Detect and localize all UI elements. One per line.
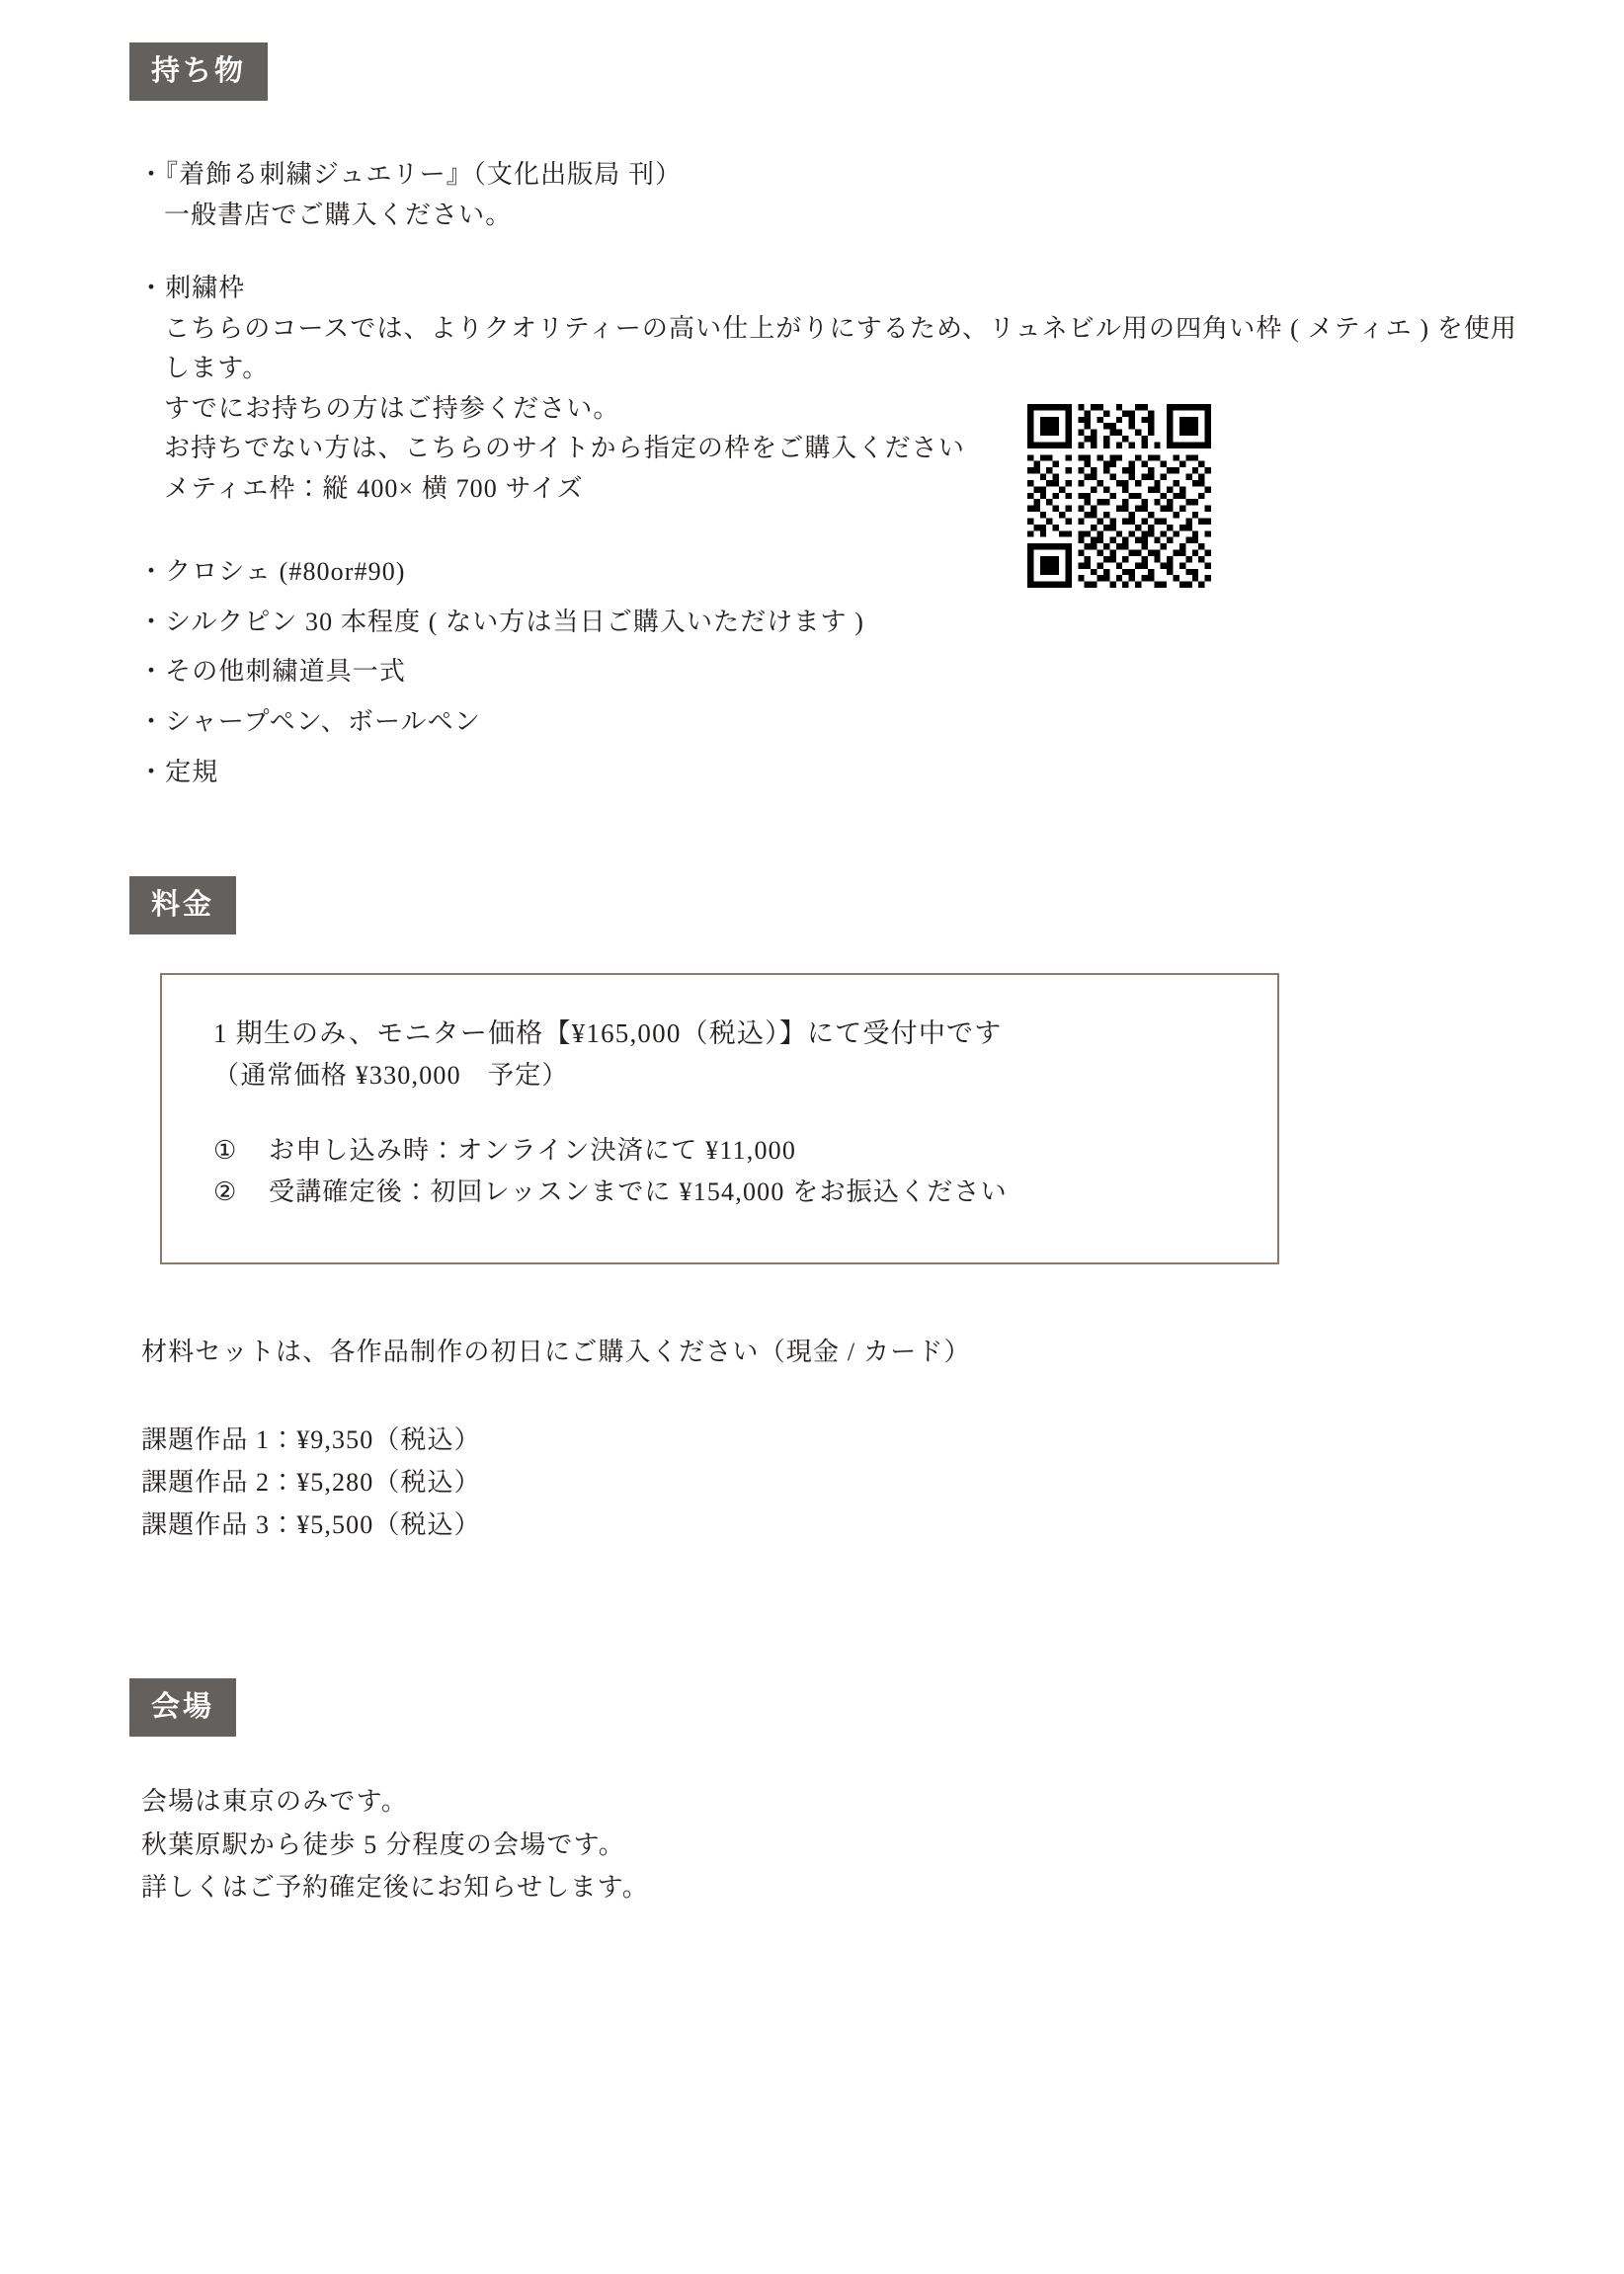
spacer: [138, 235, 1541, 269]
belongings-item-frame-note3: お持ちでない方は、こちらのサイトから指定の枠をご購入ください: [164, 434, 965, 463]
belongings-tool-other: ・その他刺繍道具一式: [138, 657, 407, 687]
fee-work-2: 課題作品 2：¥5,280（税込）: [141, 1467, 481, 1497]
fee-step-2: [213, 1172, 1234, 1213]
qr-code-icon[interactable]: [1027, 404, 1211, 588]
belongings-item-frame-note1: こちらのコースでは、よりクオリティーの高い仕上がりにするため、リュネビル用の四角い枠 ( メティエ ) を使用します。: [164, 313, 1518, 383]
fee-steps: [213, 1130, 1234, 1213]
belongings-item-frame-size: メティエ枠：縦 400× 横 700 サイズ: [164, 473, 584, 503]
fee-step-1-number: ①: [213, 1135, 238, 1165]
fee-work-1: 課題作品 1：¥9,350（税込）: [141, 1425, 481, 1454]
venue-content: [141, 1780, 649, 1909]
fee-price-box: [160, 973, 1279, 1264]
fee-regular-price: （通常価格 ¥330,000 予定）: [213, 1061, 569, 1091]
fee-step-2-text: 受講確定後：初回レッスンまでに ¥154,000 をお振込ください: [269, 1177, 1008, 1206]
fee-works-list: [141, 1420, 481, 1547]
qr-code-svg: [1027, 404, 1211, 588]
venue-line-1: 会場は東京のみです。: [141, 1787, 408, 1816]
fee-price-box-inner: [162, 975, 1277, 1213]
venue-line-3: 詳しくはご予約確定後にお知らせします。: [141, 1873, 649, 1903]
spacer: [138, 509, 1541, 552]
belongings-tool-croche: ・クロシェ (#80or#90): [138, 557, 406, 587]
section-heading-fee: 料金: [129, 876, 236, 934]
section-heading-venue: 会場: [129, 1678, 236, 1737]
fee-monitor-price: 1 期生のみ、モニター価格【¥165,000（税込）】にて受付中です: [213, 1018, 1003, 1048]
fee-work-3: 課題作品 3：¥5,500（税込）: [141, 1509, 481, 1539]
belongings-tool-ruler: ・定規: [138, 757, 219, 786]
fee-step-1-text: お申し込み時：オンライン決済にて ¥11,000: [269, 1135, 797, 1165]
belongings-content: [138, 155, 1541, 802]
venue-line-2: 秋葉原駅から徒歩 5 分程度の会場です。: [141, 1829, 625, 1859]
fee-step-1: [213, 1130, 1234, 1172]
fee-step-2-number: ②: [213, 1177, 238, 1206]
belongings-item-frame-note2: すでにお持ちの方はご持参ください。: [164, 393, 620, 423]
belongings-tool-silkpin: ・シルクピン 30 本程度 ( ない方は当日ご購入いただけます ): [138, 607, 864, 636]
belongings-tools-list: [138, 552, 1541, 792]
belongings-item-book-note: 一般書店でご購入ください。: [164, 200, 513, 229]
belongings-item-book: ・『着飾る刺繍ジュエリー』（文化出版局 刊）: [138, 160, 683, 189]
section-heading-belongings: 持ち物: [129, 42, 268, 101]
fee-material-note: 材料セットは、各作品制作の初日にご購入ください（現金 / カード）: [141, 1338, 971, 1366]
belongings-tool-pens: ・シャープペン、ボールペン: [138, 707, 481, 737]
belongings-item-frame: ・刺繍枠: [138, 274, 246, 303]
